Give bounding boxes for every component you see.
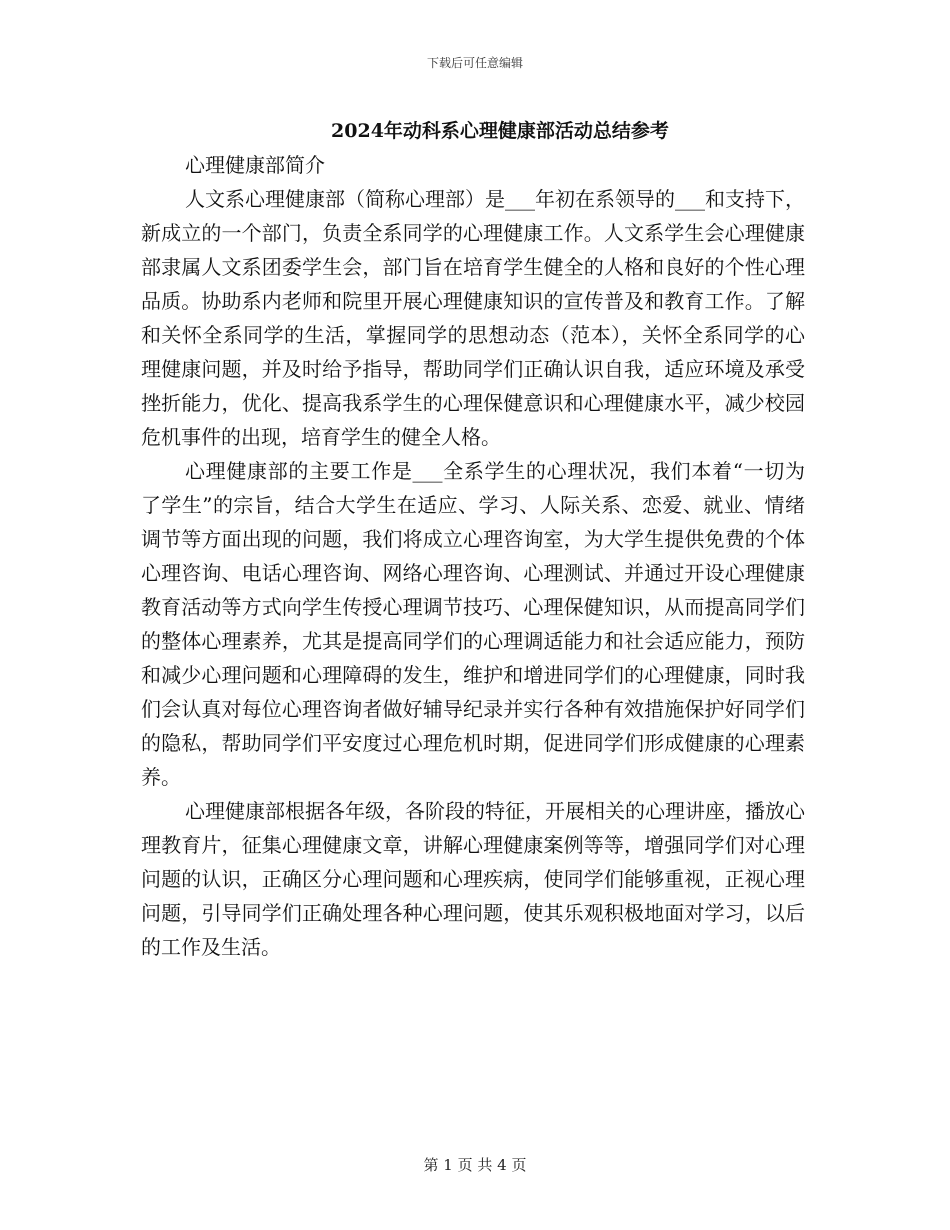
document-title: 2024年动科系心理健康部活动总结参考 [331, 120, 669, 142]
header-note: 下载后可任意编辑 [426, 56, 523, 70]
section-heading: 心理健康部简介 [185, 153, 325, 177]
document-body [141, 148, 805, 964]
paragraph-activities: 心理健康部根据各年级，各阶段的特征，开展相关的心理讲座，播放心理教育片，征集心理健康文章，讲解心理健康案例等等，增强同学们对心理问题的认识，正确区分心理问题和心理疾病，使同学们能够重视，正视心理问题，引导同学们正确处理各种心理问题，使其乐观积极地面对学习，以后的工作及生活。 [141, 799, 805, 959]
paragraph-main-work: 心理健康部的主要工作是___全系学生的心理状况，我们本着“一切为了学生”的宗旨，结合大学生在适应、学习、人际关系、恋爱、就业、情绪调节等方面出现的问题，我们将成立心理咨询室，为大学生提供免费的个体心理咨询、电话心理咨询、网络心理咨询、心理测试、并通过开设心理健康教育活动等方式向学生传授心理调节技巧、心理保健知识，从而提高同学们的整体心理素养，尤其是提高同学们的心理调适能力和社会适应能力，预防和减少心理问题和心理障碍的发生，维护和增进同学们的心理健康，同时我们会认真对每位心理咨询者做好辅导纪录并实行各种有效措施保护好同学们的隐私，帮助同学们平安度过心理危机时期，促进同学们形成健康的心理素养。 [141, 459, 805, 789]
paragraph-intro: 人文系心理健康部（简称心理部）是___年初在系领导的___和支持下，新成立的一个部门，负责全系同学的心理健康工作。人文系学生会心理健康部隶属人文系团委学生会，部门旨在培育学生健全的人格和良好的个性心理品质。协助系内老师和院里开展心理健康知识的宣传普及和教育工作。了解和关怀全系同学的生活，掌握同学的思想动态（范本），关怀全系同学的心理健康问题，并及时给予指导，帮助同学们正确认识自我，适应环境及承受挫折能力，优化、提高我系学生的心理保健意识和心理健康水平，减少校园危机事件的出现，培育学生的健全人格。 [141, 187, 805, 449]
page-footer: 第 1 页 共 4 页 [423, 1156, 527, 1174]
